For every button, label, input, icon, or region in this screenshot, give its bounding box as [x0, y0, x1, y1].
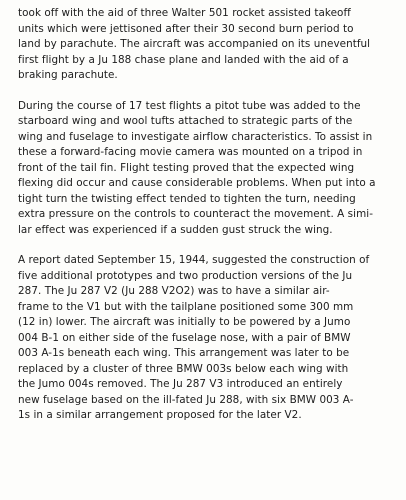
text-line: took off with the aid of three Walter 501 rocket assisted takeoff	[18, 7, 351, 19]
text-line: the Jumo 004s removed. The Ju 287 V3 introduced an entirely	[18, 378, 343, 390]
text-line: (12 in) lower. The aircraft was initially to be powered by a Jumo	[18, 316, 351, 328]
text-line: 004 B-1 on either side of the fuselage nose, with a pair of BMW	[18, 331, 351, 344]
text-line: A report dated September 15, 1944, suggested the construction of	[18, 254, 370, 266]
text-line: five additional prototypes and two production versions of the Ju	[18, 269, 353, 282]
text-line: During the course of 17 test flights a pitot tube was added to the	[18, 99, 361, 112]
text-line: 287. The Ju 287 V2 (Ju 288 V2O2) was to have a similar air-	[18, 285, 330, 297]
text-line: starboard wing and wool tufts attached to strategic parts of the	[18, 115, 353, 127]
text-line: tight turn the twisting effect tended to tighten the turn, needing	[18, 192, 356, 205]
text-line: frame to the V1 but with the tailplane positioned some 300 mm	[18, 300, 354, 313]
text-line: wing and fuselage to investigate airflow characteristics. To assist in	[18, 130, 373, 143]
text-line: 003 A-1s beneath each wing. This arrangement was later to be	[18, 347, 350, 359]
text-line: land by parachute. The aircraft was accompanied on its uneventful	[18, 38, 371, 50]
text-line: lar effect was experienced if a sudden gust struck the wing.	[18, 223, 333, 236]
text-line: replaced by a cluster of three BMW 003s below each wing with	[18, 362, 349, 375]
text-line: braking parachute.	[18, 69, 118, 81]
text-line: first flight by a Ju 188 chase plane and landed with the aid of a	[18, 53, 349, 66]
paragraph-test-flights	[18, 99, 382, 239]
text-line: front of the tail fin. Flight testing proved that the expected wing	[18, 161, 355, 174]
paragraph-first-flight	[18, 6, 382, 84]
text-line: 1s in a similar arrangement proposed for the later V2.	[18, 409, 302, 421]
text-line: units which were jettisoned after their 30 second burn period to	[18, 22, 354, 35]
text-line: these a forward-facing movie camera was mounted on a tripod in	[18, 146, 363, 158]
text-line: extra pressure on the controls to counteract the movement. A simi-	[18, 208, 373, 220]
text-line: flexing did occur and cause considerable problems. When put into a	[18, 177, 376, 189]
paragraph-prototypes-report	[18, 253, 382, 424]
text-line: new fuselage based on the ill-fated Ju 288, with six BMW 003 A-	[18, 393, 354, 406]
